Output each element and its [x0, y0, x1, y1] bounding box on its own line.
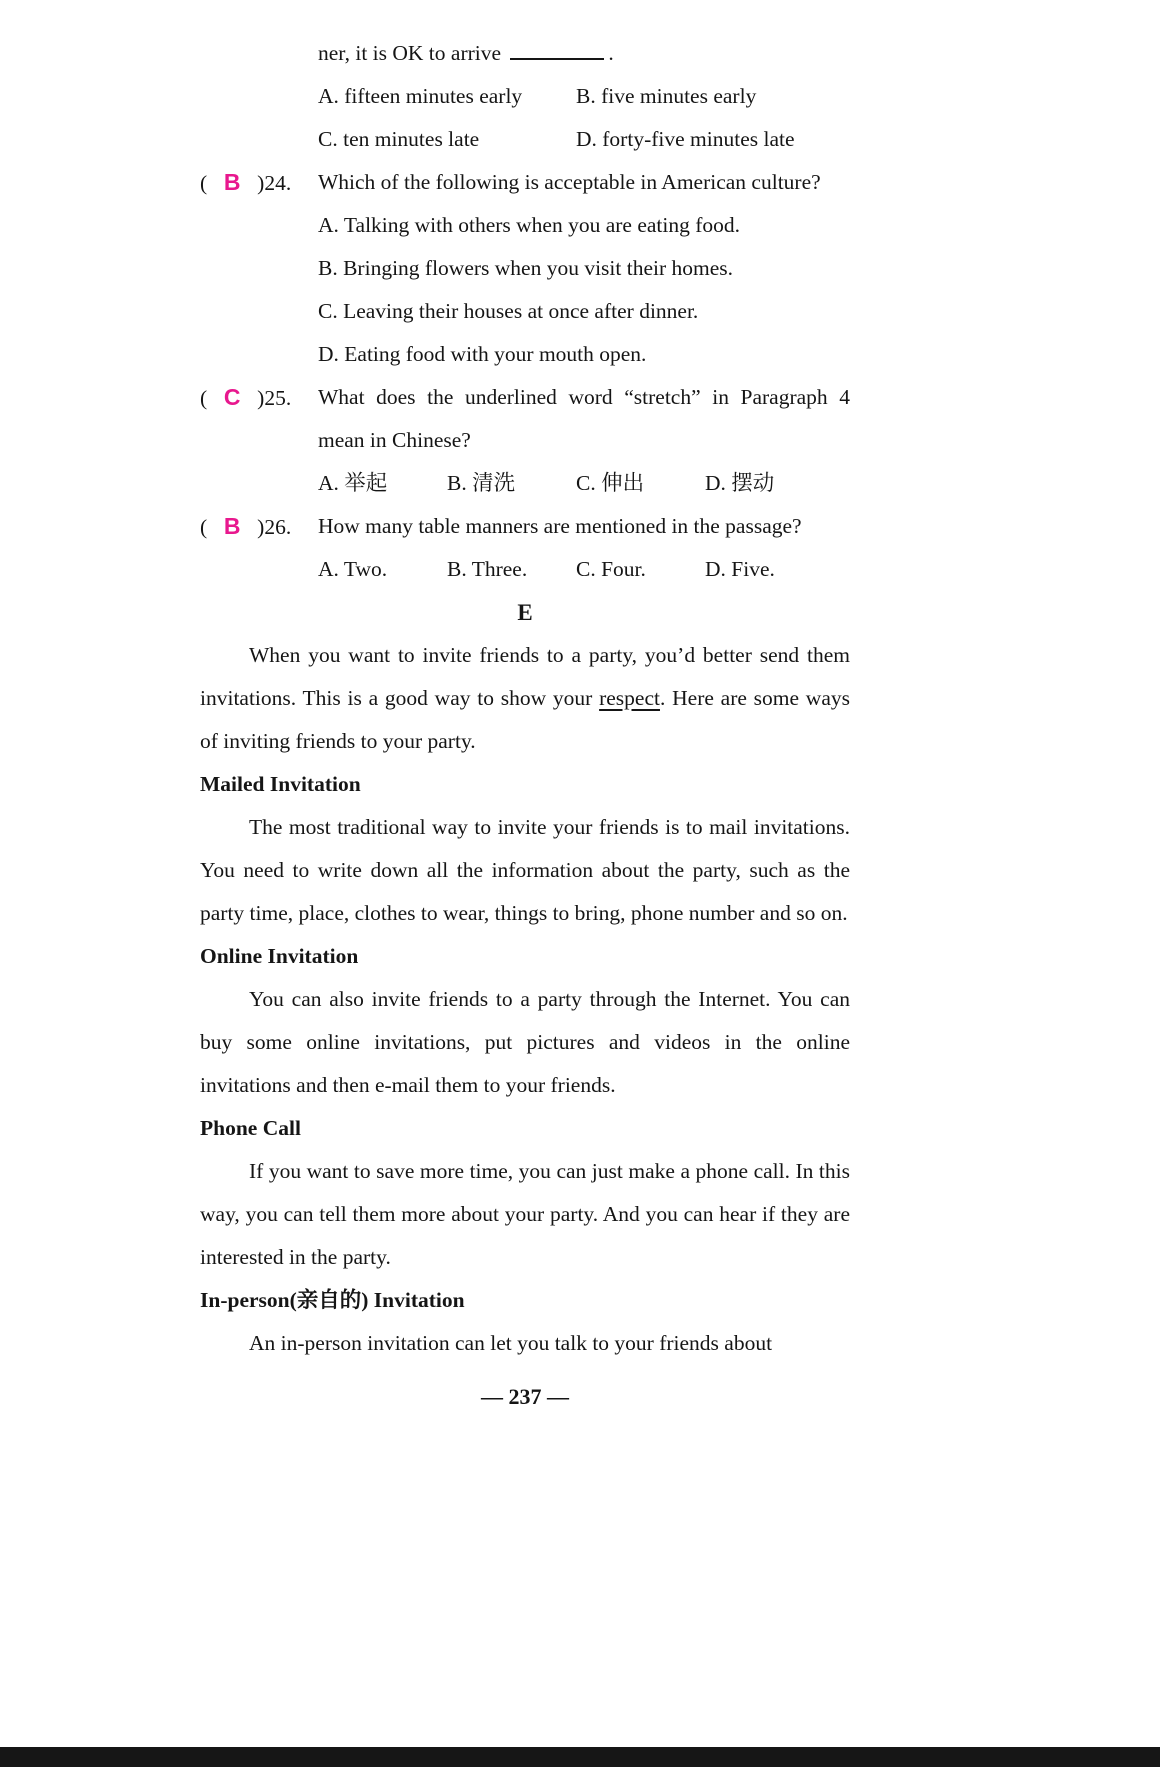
question-23-continuation	[318, 32, 850, 161]
intro-text-pre: When you want to invite friends to a party, you’d better send them invitations. This is a good way to show your	[200, 643, 850, 710]
underlined-word: respect	[599, 686, 660, 710]
heading-in-person-invitation: In-person(亲自的) Invitation	[200, 1288, 465, 1312]
option-b: B. Three.	[447, 557, 528, 581]
passage-section-label: E	[517, 600, 533, 625]
option-d: D. forty-five minutes late	[576, 127, 795, 151]
option-a: A. 举起	[318, 471, 388, 495]
options-row	[318, 462, 850, 505]
question-24	[200, 161, 850, 376]
option-b: B. Bringing flowers when you visit their homes.	[318, 256, 734, 280]
option-c: C. ten minutes late	[318, 127, 480, 151]
stem-text-post: .	[608, 41, 614, 65]
passage-intro	[200, 634, 850, 763]
question-stem: Which of the following is acceptable in American culture?	[318, 170, 821, 194]
options-row	[318, 548, 850, 591]
heading-phone-call: Phone Call	[200, 1116, 301, 1140]
heading-online-invitation: Online Invitation	[200, 944, 359, 968]
answer-marker: ( B )24.	[200, 161, 318, 205]
question-number: 24.	[264, 171, 292, 195]
page-number: — 237 —	[481, 1384, 569, 1409]
answer-blank	[510, 41, 604, 60]
question-number: 26.	[264, 515, 292, 539]
question-stem	[318, 32, 850, 75]
answer-letter: C	[223, 384, 241, 410]
question-26	[200, 505, 850, 591]
option-d: D. 摆动	[705, 471, 775, 495]
bottom-black-bar	[0, 1747, 1160, 1767]
answer-marker: ( C )25.	[200, 376, 318, 420]
question-stem: What does the underlined word “stretch” in Paragraph 4 mean in Chinese?	[318, 385, 850, 452]
option-b: B. 清洗	[447, 471, 516, 495]
option-d: D. Five.	[705, 557, 775, 581]
paragraph-phone-call: If you want to save more time, you can just make a phone call. In this way, you can tell them more about your party. And you can hear if they are interested in the party.	[200, 1159, 850, 1269]
option-a: A. Talking with others when you are eating food.	[318, 213, 741, 237]
answer-marker: ( B )26.	[200, 505, 318, 549]
page-content	[200, 32, 850, 1418]
option-d: D. Eating food with your mouth open.	[318, 342, 647, 366]
option-b: B. five minutes early	[576, 84, 757, 108]
answer-letter: B	[223, 169, 241, 195]
question-25	[200, 376, 850, 505]
options-list	[318, 204, 850, 376]
options-grid	[318, 75, 850, 161]
stem-text-pre: ner, it is OK to arrive	[318, 41, 502, 65]
paragraph-online-invitation: You can also invite friends to a party through the Internet. You can buy some online invitations, put pictures and videos in the online invitations and then e-mail them to your friends.	[200, 987, 850, 1097]
option-c: C. Four.	[576, 557, 646, 581]
option-a: A. Two.	[318, 557, 388, 581]
answer-letter: B	[223, 513, 241, 539]
paragraph-in-person-invitation: An in-person invitation can let you talk to your friends about	[249, 1331, 773, 1355]
paragraph-mailed-invitation: The most traditional way to invite your friends is to mail invitations. You need to write down all the information about the party, such as the party time, place, clothes to wear, things to bring, phone number and so on.	[200, 815, 850, 925]
question-stem: How many table manners are mentioned in the passage?	[318, 514, 802, 538]
option-c: C. Leaving their houses at once after dinner.	[318, 299, 699, 323]
question-number: 25.	[264, 386, 292, 410]
heading-mailed-invitation: Mailed Invitation	[200, 772, 361, 796]
option-a: A. fifteen minutes early	[318, 84, 523, 108]
option-c: C. 伸出	[576, 471, 645, 495]
intro-text-post: . Here are some ways of inviting friends to your party.	[200, 686, 850, 753]
